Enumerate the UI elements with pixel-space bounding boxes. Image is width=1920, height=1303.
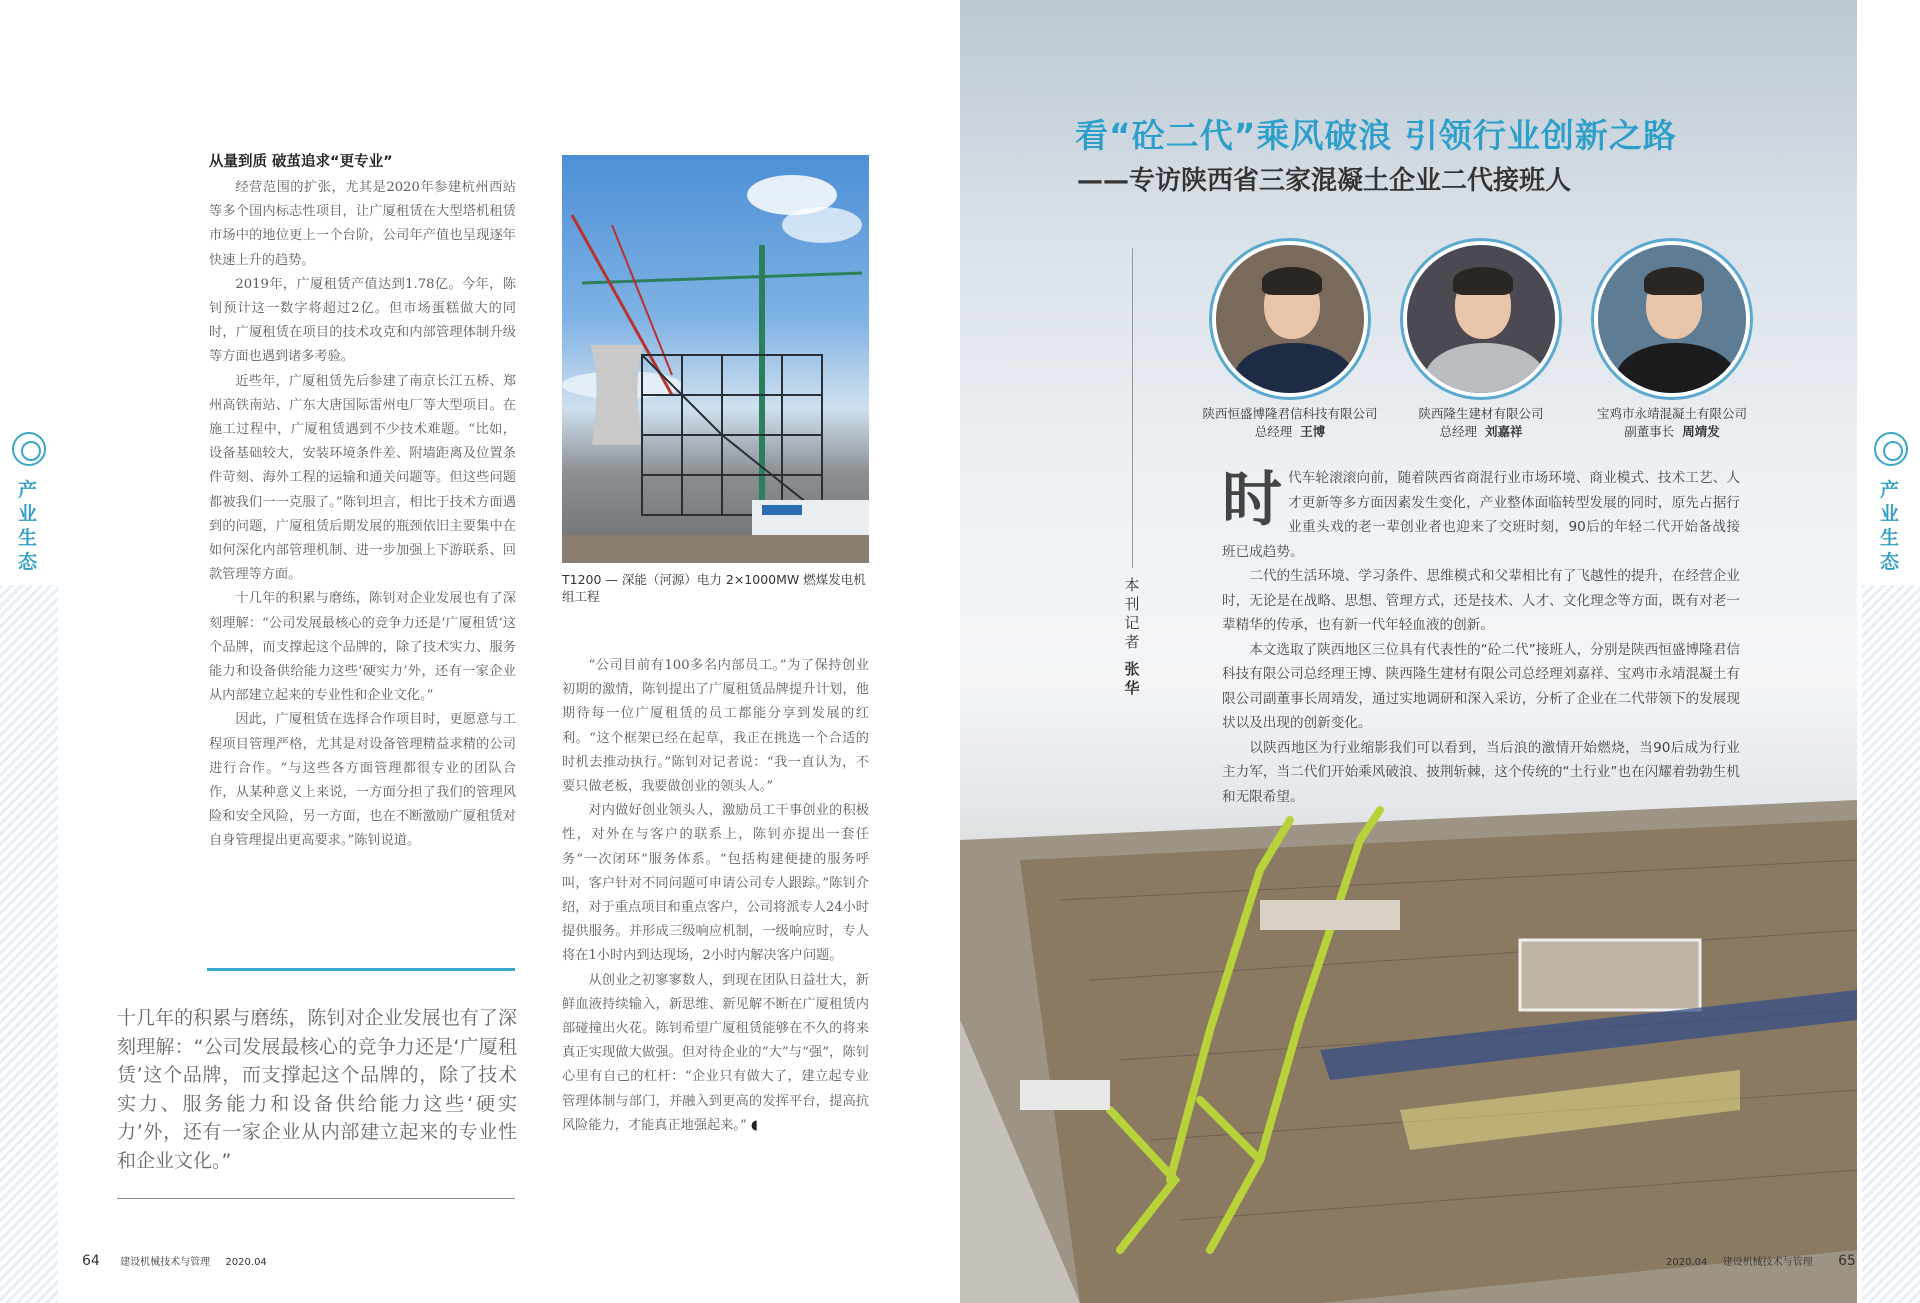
page-number: 65 [1838,1253,1856,1269]
article-title: 看“砼二代”乘风破浪 引领行业创新之路 [1075,116,1677,155]
end-mark-icon: ◖ [750,1117,758,1133]
paragraph: 二代的生活环境、学习条件、思维模式和父辈相比有了飞越性的提升，在经营企业时，无论是在战略、思想、管理方式，还是技术、人才、文化理念等方面，既有对老一辈精华的传承，也有新一代年轻血液的创新。 [1222,568,1740,633]
paragraph: 近些年，广厦租赁先后参建了南京长江五桥、郑州高铁南站、广东大唐国际雷州电厂等大型项目。在施工过程中，广厦租赁遇到不少技术难题。“比如，设备基础较大，安装环境条件差、附墙距离及位置条件苛刻、海外工程的运输和通关问题等。但这些问题都被我们一一克服了。”陈钊坦言，相比于技术方面遇到的问题，广厦租赁后期发展的瓶颈依旧主要集中在如何深化内部管理机制、进一步加强上下游联系、回款管理等方面。 [209,373,516,583]
article-column-1 [209,176,516,854]
person-title-line [1572,423,1772,441]
magazine-name: 建设机械技术与管理 [120,1257,211,1268]
drop-cap: 时 [1222,465,1282,535]
person-title: 总经理 [1439,424,1478,439]
portrait-wang-bo [1212,241,1368,397]
paragraph: 对内做好创业领头人，激励员工干事创业的积极性，对外在与客户的联系上，陈钊亦提出一套任务“一次闭环”服务体系。“包括构建便捷的服务呼叫，客户针对不同问题可申请公司专人跟踪。”陈钊介绍，对于重点项目和重点客户，公司将派专人24小时提供服务。并形成三级响应机制，一级响应时，专人将在1小时内到达现场，2小时内解决客户问题。 [562,803,869,964]
person-company: 陕西隆生建材有限公司 [1418,406,1544,421]
network-icon [12,432,46,466]
paragraph [562,969,869,1138]
section-tab-left [0,420,58,585]
construction-site-photo [960,780,1857,1303]
section-tab-right [1862,420,1920,585]
issue-number: 2020.04 [1666,1257,1708,1268]
portrait-zhou-jingfa [1594,241,1750,397]
paragraph: 经营范围的扩张，尤其是2020年参建杭州西站等多个国内标志性项目，让广厦租赁在大型塔机租赁市场中的地位更上一个台阶，公司年产值也呈现逐年快速上升的趋势。 [209,180,516,268]
magazine-name: 建设机械技术与管理 [1722,1257,1813,1268]
person-caption [1190,405,1390,441]
pull-quote: 十几年的积累与磨练，陈钊对企业发展也有了深刻理解：“公司发展最核心的竞争力还是‘广厦租赁’这个品牌，而支撑起这个品牌的，除了技术实力、服务能力和设备供给能力这些‘硬实力’外，还有一家企业从内部建立起来的专业性和企业文化。” [117,1007,517,1172]
decorative-strip-right [1862,585,1920,1303]
person-title-line [1381,423,1581,441]
pull-quote-bottom-rule [117,1198,515,1199]
section-label-right: 产业生态 [1880,479,1900,573]
paragraph-text: 从创业之初寥寥数人，到现在团队日益壮大，新鲜血液持续输入，新思维、新见解不断在广厦租赁内部碰撞出火花。陈钊希望广厦租赁能够在不久的将来真正实现做大做强。但对待企业的“大”与“强”，陈钊心里有自己的杠杆：“企业只有做大了，建立起专业管理体制与部门，并融入到更高的发挥平台，提高抗风险能力，才能真正地强起来。” [562,972,869,1133]
person-company: 陕西恒盛博隆君信科技有限公司 [1202,406,1378,421]
paragraph: 以陕西地区为行业缩影我们可以看到，当后浪的激情开始燃烧，当90后成为行业主力军，当二代们开始乘风破浪、披荆斩棘，这个传统的“土行业”也在闪耀着勃勃生机和无限希望。 [1222,739,1740,805]
section-heading: 从量到质 破茧追求“更专业” [209,154,393,170]
pull-quote-top-rule [207,968,515,971]
person-caption [1572,405,1772,441]
network-icon [1874,432,1908,466]
person-title: 副董事长 [1624,424,1675,439]
byline [1120,576,1144,698]
byline-rule [1132,248,1133,568]
person-caption [1381,405,1581,441]
paragraph: 2019年，广厦租赁产值达到1.78亿。今年，陈钊预计这一数字将超过2亿。但市场蛋糕做大的同时，广厦租赁在项目的技术攻克和内部管理体制升级等方面也遇到诸多考验。 [209,276,516,365]
portrait-liu-jiaxiang [1403,241,1559,397]
paragraph: 本文选取了陕西地区三位具有代表性的“砼二代”接班人，分别是陕西恒盛博隆君信科技有限公司总经理王博、陕西隆生建材有限公司总经理刘嘉祥、宝鸡市永靖混凝土有限公司副董事长周靖发，通过实地调研和深入采访，分析了企业在二代带领下的发展现状以及出现的创新变化。 [1222,641,1740,731]
lead-first-paragraph [1222,466,1740,564]
tower-crane-photo [562,155,869,563]
decorative-strip-left [0,585,58,1303]
issue-number: 2020.04 [225,1257,267,1268]
article-lead [1222,466,1740,809]
article-subtitle: ——专访陕西省三家混凝土企业二代接班人 [1077,166,1572,196]
person-title: 总经理 [1254,424,1293,439]
person-title-line [1190,423,1390,441]
photo-caption: T1200 — 深能（河源）电力 2×1000MW 燃煤发电机组工程 [562,572,866,604]
footer-left [82,1250,267,1269]
article-column-2 [562,654,869,1138]
byline-name: 张华 [1124,660,1140,697]
person-name: 王博 [1300,424,1326,439]
lead-first-text: 代车轮滚滚向前，随着陕西省商混行业市场环境、商业模式、技术工艺、人才更新等多方面因素发生变化，产业整体面临转型发展的同时，原先占据行业重头戏的老一辈创业者也迎来了交班时刻，90后的年轻二代开始备战接班已成趋势。 [1222,470,1740,560]
paragraph: “公司目前有100多名内部员工。”为了保持创业初期的激情，陈钊提出了广厦租赁品牌提升计划，他期待每一位广厦租赁的员工都能分享到发展的红利。“这个框架已经在起草，我正在挑选一个合适的时机去推动执行。”陈钊对记者说：“我一直认为，不要只做老板，我要做创业的领头人。” [562,658,869,795]
section-label-left: 产业生态 [18,479,38,573]
footer-right [1666,1250,1856,1269]
paragraph: 十几年的积累与磨练，陈钊对企业发展也有了深刻理解：“公司发展最核心的竞争力还是‘广厦租赁’这个品牌，而支撑起这个品牌的，除了技术实力、服务能力和设备供给能力这些‘硬实力’外，还有一家企业从内部建立起来的专业性和企业文化。” [209,591,516,704]
byline-role: 本刊记者 [1124,576,1140,651]
page-number: 64 [82,1253,100,1269]
paragraph: 因此，广厦租赁在选择合作项目时，更愿意与工程项目管理严格，尤其是对设备管理精益求精的公司进行合作。“与这些各方面管理都很专业的团队合作，从某种意义上来说，一方面分担了我们的管理风险和安全风险，另一方面，也在不断激励广厦租赁对自身管理提出更高要求。”陈钊说道。 [209,712,516,849]
person-name: 刘嘉祥 [1484,424,1523,439]
person-name: 周靖发 [1682,424,1720,439]
person-company: 宝鸡市永靖混凝土有限公司 [1596,406,1747,421]
